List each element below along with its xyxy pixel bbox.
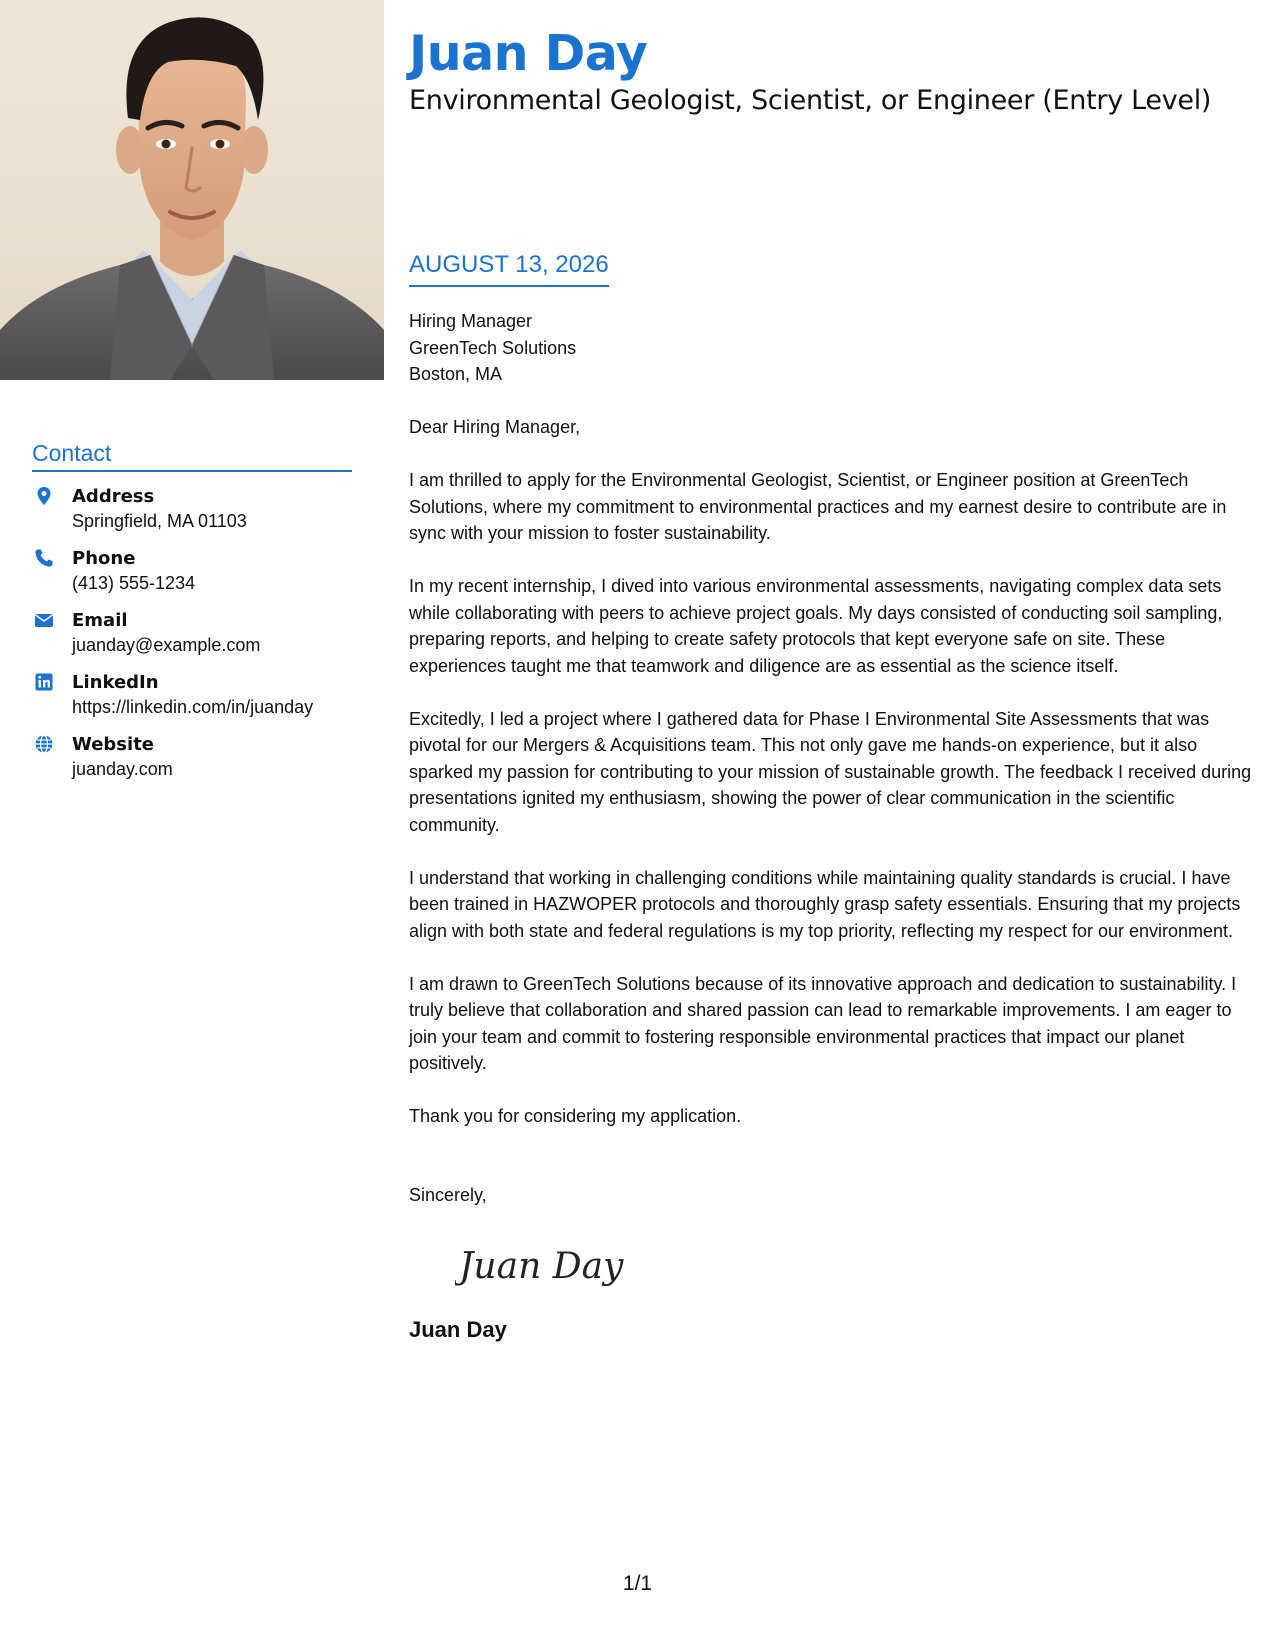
contact-label: Website [72, 734, 155, 755]
globe-icon [34, 734, 58, 758]
contact-label: Address [72, 486, 155, 507]
letter-date: AUGUST 13, 2026 [409, 250, 609, 287]
contact-label: Email [72, 610, 128, 631]
profile-photo [0, 0, 384, 380]
signer-name: Juan Day [409, 1317, 507, 1342]
signature-image [455, 1236, 1254, 1296]
phone-icon [34, 548, 58, 572]
page-number: 1/1 [622, 1572, 653, 1595]
candidate-name: Juan Day [409, 25, 648, 82]
letter-paragraph: I understand that working in challenging conditions while maintaining quality standards is crucial. I have been trained in HAZWOPER protocols and thoroughly grasp safety essentials. Ensuring that my projects align with both state and federal regulations is my top priority, reflecting my respect for our environment. [409, 867, 1241, 941]
linkedin-icon [34, 672, 58, 696]
contact-label: LinkedIn [72, 672, 159, 693]
envelope-icon [34, 610, 58, 634]
contact-linkedin [32, 670, 352, 720]
contact-value[interactable]: https://linkedin.com/in/juanday [72, 697, 314, 717]
contact-value[interactable]: juanday@example.com [72, 635, 261, 655]
letter-paragraph: I am thrilled to apply for the Environmental Geologist, Scientist, or Engineer position at GreenTech Solutions, where my commitment to environmental practices and my earnest desire to contribute are in sync with your mission to foster sustainability. [409, 470, 1227, 543]
contact-value: (413) 555-1234 [72, 573, 196, 593]
contact-heading: Contact [32, 438, 352, 472]
letter-paragraph: I am drawn to GreenTech Solutions because of its innovative approach and dedication to sustainability. I truly believe that collaboration and shared passion can lead to remarkable improvements. I am eager to join your team and commit to fostering responsible environmental practices that impact our planet positively. [409, 973, 1237, 1073]
contact-website [32, 732, 352, 782]
recipient-line: Boston, MA [409, 364, 503, 384]
signature-graphic [455, 1236, 655, 1296]
contact-value[interactable]: juanday.com [72, 759, 173, 779]
letter-paragraph: In my recent internship, I dived into various environmental assessments, navigating complex data sets while collaborating with peers to achieve project goals. My days consisted of conducting soil sampling, preparing reports, and helping to create safety protocols that kept everyone safe on site. These experiences taught me that teamwork and diligence are as essential as the science itself. [409, 576, 1223, 676]
recipient-line: Hiring Manager [409, 311, 533, 331]
recipient-block [409, 308, 1254, 388]
salutation: Dear Hiring Manager, [409, 417, 581, 437]
letter-paragraph: Thank you for considering my application. [409, 1106, 742, 1126]
letter-paragraph: Excitedly, I led a project where I gathered data for Phase I Environmental Site Assessments that was pivotal for our Mergers & Acquisitions team. This not only gave me hands-on experience, but it also sparked my passion for contributing to your mission of sustainable growth. The feedback I received during presentations ignited my enthusiasm, showing the power of clear communication in the scientific community. [409, 708, 1252, 835]
contact-phone [32, 546, 352, 596]
contact-email [32, 608, 352, 658]
signature-text: Juan Day [459, 1246, 624, 1287]
job-title: Environmental Geologist, Scientist, or Engineer (Entry Level) [409, 85, 1212, 116]
letter-body [409, 308, 1254, 1344]
contact-address [32, 484, 352, 534]
contact-value: Springfield, MA 01103 [72, 511, 247, 531]
contact-sidebar [32, 438, 352, 794]
contact-label: Phone [72, 548, 136, 569]
closing: Sincerely, [409, 1184, 487, 1205]
profile-photo-illustration [0, 0, 384, 380]
recipient-line: GreenTech Solutions [409, 337, 577, 358]
map-pin-icon [34, 486, 58, 510]
